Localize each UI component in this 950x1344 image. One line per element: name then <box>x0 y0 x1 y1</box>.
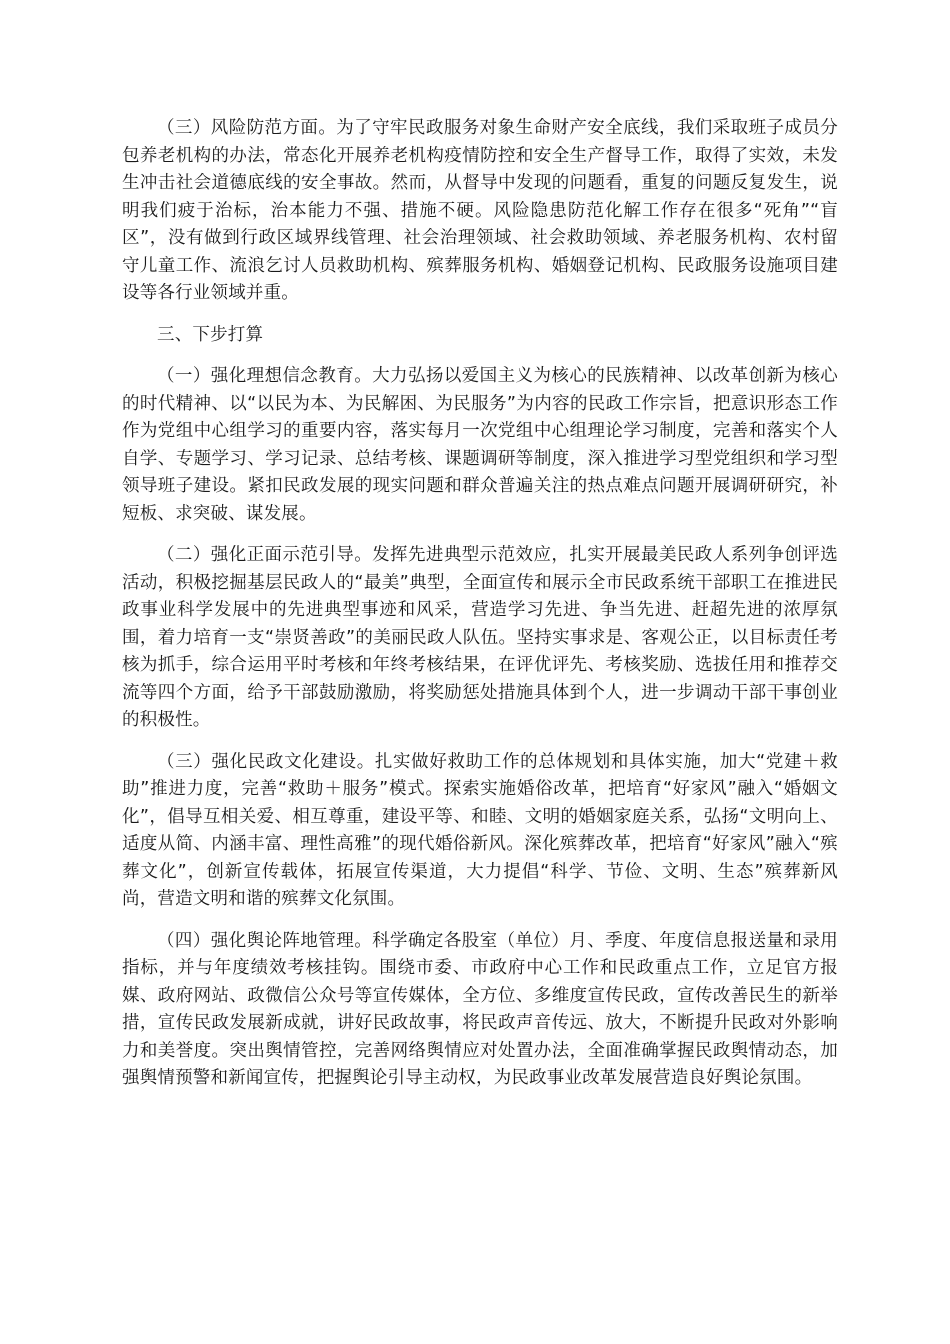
section-heading-next-plans: 三、下步打算 <box>157 324 264 345</box>
paragraph-culture-building: （三）强化民政文化建设。扎实做好救助工作的总体规划和具体实施，加大“党建＋救助”推进力度，完善“救助＋服务”模式。探索实施婚俗改革，把培育“好家风”融入“婚姻文化”，倡导互相关爱、相互尊重，建设平等、和睦、文明的婚姻家庭关系，弘扬“文明向上、适度从简、内涵丰富、理性高雅”的现代婚俗新风。深化殡葬改革，把培育“好家风”融入“殡葬文化”，创新宣传载体，拓展宣传渠道，大力提倡“科学、节俭、文明、生态”殡葬新风尚，营造文明和谐的殡葬文化氛围。 <box>122 751 838 909</box>
paragraph-risk-prevention: （三）风险防范方面。为了守牢民政服务对象生命财产安全底线，我们采取班子成员分包养老机构的办法，常态化开展养老机构疫情防控和安全生产督导工作，取得了实效，未发生冲击社会道德底线的安全事故。然而，从督导中发现的问题看，重复的问题反复发生，说明我们疲于治标，治本能力不强、措施不硬。风险隐患防范化解工作存在很多“死角”“盲区”，没有做到行政区域界线管理、社会治理领域、社会救助领域、养老服务机构、农村留守儿童工作、流浪乞讨人员救助机构、殡葬服务机构、婚姻登记机构、民政服务设施项目建设等各行业领域并重。 <box>122 118 838 303</box>
paragraph-public-opinion: （四）强化舆论阵地管理。科学确定各股室（单位）月、季度、年度信息报送量和录用指标，并与年度绩效考核挂钩。围绕市委、市政府中心工作和民政重点工作，立足官方报媒、政府网站、政微信公众号等宣传媒体，全方位、多维度宣传民政，宣传改善民生的新举措，宣传民政发展新成就，讲好民政故事，将民政声音传远、放大，不断提升民政对外影响力和美誉度。突出舆情管控，完善网络舆情应对处置办法，全面准确掌握民政舆情动态，加强舆情预警和新闻宣传，把握舆论引导主动权，为民政事业改革发展营造良好舆论氛围。 <box>122 930 838 1088</box>
paragraph-positive-demonstration: （二）强化正面示范引导。发挥先进典型示范效应，扎实开展最美民政人系列争创评选活动，积极挖掘基层民政人的“最美”典型，全面宣传和展示全市民政系统干部职工在推进民政事业科学发展中的先进典型事迹和风采，营造学习先进、争当先进、赶超先进的浓厚氛围，着力培育一支“崇贤善政”的美丽民政人队伍。坚持实事求是、客观公正，以目标责任考核为抓手，综合运用平时考核和年终考核结果，在评优评先、考核奖励、选拔任用和推荐交流等四个方面，给予干部鼓励激励，将奖励惩处措施具体到个人，进一步调动干部干事创业的积极性。 <box>122 545 838 730</box>
paragraph-ideals-education: （一）强化理想信念教育。大力弘扬以爱国主义为核心的民族精神、以改革创新为核心的时代精神、以“以民为本、为民解困、为民服务”为内容的民政工作宗旨，把意识形态工作作为党组中心组学习的重要内容，落实每月一次党组中心组理论学习制度，完善和落实个人自学、专题学习、学习记录、总结考核、课题调研等制度，深入推进学习型党组织和学习型领导班子建设。紧扣民政发展的现实问题和群众普遍关注的热点难点问题开展调研研究，补短板、求突破、谋发展。 <box>122 366 838 524</box>
document-page <box>122 115 838 1107</box>
